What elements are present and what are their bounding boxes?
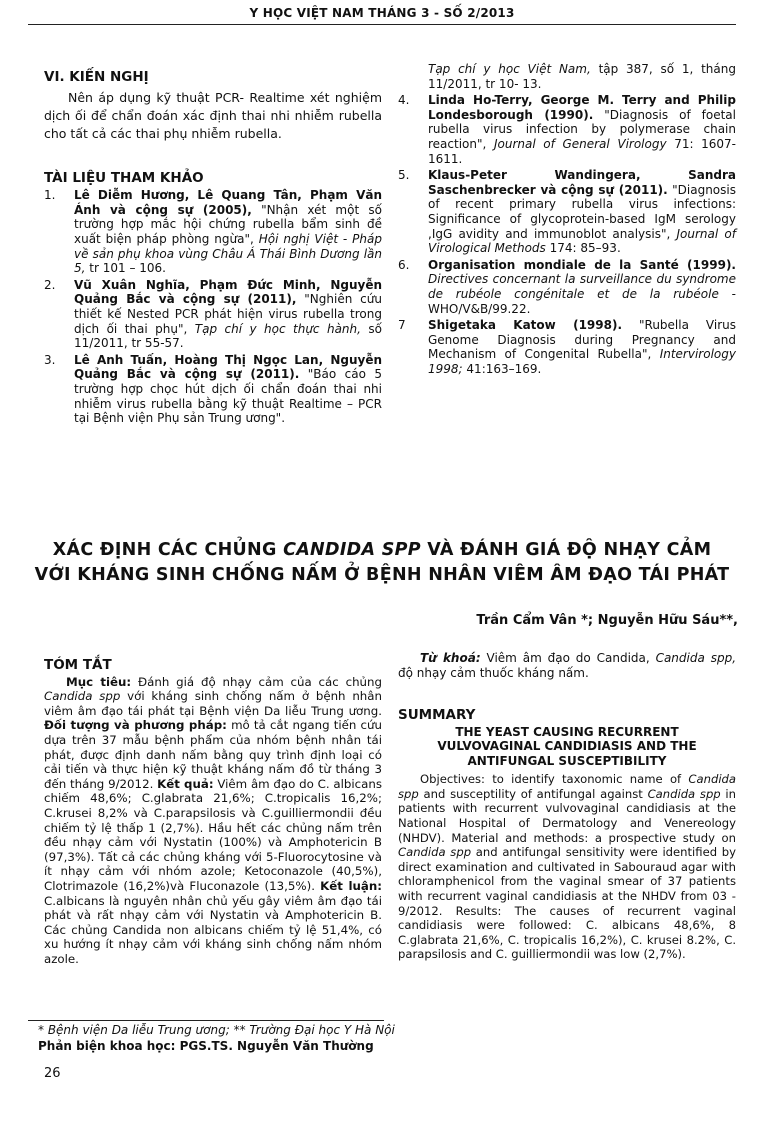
reference-item — [398, 168, 736, 256]
abstract-text — [44, 675, 382, 967]
references-heading: TÀI LIỆU THAM KHẢO — [44, 169, 204, 186]
abstract-heading: TÓM TẮT — [44, 657, 112, 673]
reference-item — [398, 93, 736, 166]
objective-italic: Candida spp — [44, 689, 121, 704]
reference-title: "Diagnosis of recent primary rubella virus infections: Significance of glycoprotein-based IgM serology ,IgG avidity and immunoblot analysis", — [428, 182, 736, 241]
keywords-italic: Candida spp, — [655, 651, 737, 665]
summary-heading: SUMMARY — [398, 707, 476, 724]
abstract-vn — [44, 658, 382, 966]
reference-source: Tạp chí y học Việt Nam, — [428, 62, 591, 76]
article-authors: Trần Cẩm Vân *; Nguyễn Hữu Sáu**, — [476, 613, 738, 628]
footnotes — [38, 1022, 718, 1054]
reference-source: Hội nghị Việt - Pháp về sản phụ khoa vùng Châu Á Thái Bình Dương lần 5, — [74, 231, 382, 276]
keywords-text: độ nhạy cảm thuốc kháng nấm. — [398, 665, 589, 680]
reference-pages: 71: 1607-1611. — [428, 136, 736, 166]
reference-number: 6. — [398, 257, 410, 272]
method-text: mô tả cắt ngang tiến cứu dựa trên 37 mẫu bệnh phẩm của nhóm bệnh nhân tái phát, được định danh nấm bằng quy trình định loại có cải tiến và thực hiện kỹ thuật kháng nấm đồ từ tháng 3 đến tháng 9/2012. — [44, 718, 382, 791]
conclusion-text: C.albicans là nguyên nhân chủ yếu gây viêm âm đạo tái phát và rất nhạy cảm với Nystatin và Amphotericin B. Các chủng Candida non albicans chiếm tỷ lệ 51,4%, có xu hướng ít nhạy cảm với kháng sinh chống nấm nhóm azole. — [44, 893, 382, 966]
reference-authors: Vũ Xuân Nghĩa, Phạm Đức Minh, Nguyễn Quảng Bắc và cộng sự (2011), — [74, 277, 382, 307]
reference-title: "Báo cáo 5 trường hợp chọc hút dịch ối chẩn đoán thai nhi nhiễm virus rubella bằng kỹ thuật Realtime – PCR tại Bệnh viện Phụ sản Trung ương". — [74, 367, 382, 426]
summary-italic: Candida spp — [398, 772, 737, 801]
recommendation-heading: VI. KIẾN NGHỊ — [44, 69, 149, 85]
article-title — [0, 538, 764, 588]
footnote-affiliations: * Bệnh viện Da liễu Trung ương; ** Trường Đại học Y Hà Nội — [38, 1023, 395, 1037]
left-column-top — [44, 70, 382, 428]
keywords-text: Viêm âm đạo do Candida, — [486, 651, 650, 665]
summary-text-part: and susceptility of antifungal against — [423, 786, 643, 801]
reference-item-continued — [398, 62, 736, 91]
footnote-reviewer: Phản biện khoa học: PGS.TS. Nguyễn Văn Thường — [38, 1039, 374, 1053]
reference-authors: Klaus-Peter Wandingera, Sandra Saschenbrecker và cộng sự (2011). — [428, 168, 736, 197]
article-title-line-2: VỚI KHÁNG SINH CHỐNG NẤM Ở BỆNH NHÂN VIÊM ÂM ĐẠO TÁI PHÁT — [34, 565, 730, 585]
reference-pages: tập 387, số 1, tháng 11/2011, tr 10- 13. — [428, 62, 736, 91]
result-text: Viêm âm đạo do C. albicans chiếm 48,6%; C.glabrata 21,6%; C.tropicalis 16,2%; C.krusei 8,2% và C.parapsilosis và C.guilliermondii đều chiếm tỷ lệ thấp 1 (2,7%). Hầu hết các chủng nấm trên đều nhạy cảm với Nystatin (100%) và Amphotericin B (97,3%). Tất cả các chủng kháng với 5-Fluorocytosine và ít nhạy cảm với nhóm azole; Ketoconazole (40,5%), Clotrimazole (16,2%)và Fluconazole (13,5%). — [44, 776, 382, 893]
reference-source: Directives concernant la surveillance du syndrome de rubéole congénitale et de la rubéole — [428, 272, 736, 301]
reference-number: 4. — [398, 93, 410, 108]
reference-item — [398, 318, 736, 376]
title-text: XÁC ĐỊNH CÁC CHỦNG — [52, 540, 277, 560]
reference-number: 5. — [398, 168, 410, 183]
summary-italic: Candida spp — [647, 786, 721, 801]
summary-title: THE YEAST CAUSING RECURRENT VULVOVAGINAL CANDIDIASIS AND THE ANTIFUNGAL SUSCEPTIBILITY — [437, 724, 697, 768]
reference-title: "Nghiên cứu thiết kế Nested PCR phát hiện virus rubella trong dịch ối thai phụ", — [74, 292, 382, 336]
page-number: 26 — [44, 1066, 61, 1081]
title-italic: CANDIDA SPP — [283, 540, 421, 560]
footnote-rule — [28, 1020, 384, 1021]
title-text: VÀ ĐÁNH GIÁ ĐỘ NHẠY CẢM — [427, 540, 712, 560]
method-label: Đối tượng và phương pháp: — [44, 718, 227, 733]
reference-pages: 41:163–169. — [466, 361, 542, 376]
reference-pages: tr 101 – 106. — [89, 261, 166, 276]
summary-text-part: in patients with recurrent vulvovaginal candidiasis at the National Hospital of Dermatology and Venereology (NHDV). Material and methods: a prospective study on — [398, 786, 736, 845]
running-header: Y HỌC VIỆT NAM THÁNG 3 - SỐ 2/2013 — [249, 6, 515, 20]
objective-text: Đánh giá độ nhạy cảm của các chủng — [137, 674, 382, 689]
reference-item — [44, 278, 382, 351]
summary-text-part: and antifungal sensitivity were identified by direct examination and cultivated in Sabouraud agar with chloramphenicol from the vaginal smear of 37 patients with recurrent vaginal candidiasis at the NHDV from 03 - 9/2012. Results: The causes of recurrent vaginal candidiasis were followed: C. albicans 48,6%, 8 C.glabrata 21,6%, C. tropicalis 16,2%), C. krusei 8.2%, C. parapsilosis and C. guilliermondii was low (2,7%). — [398, 845, 737, 962]
reference-number: 2. — [44, 277, 56, 292]
reference-source: Tạp chí y học thực hành, — [194, 321, 361, 336]
reference-item — [44, 188, 382, 276]
reference-item — [44, 353, 382, 426]
reference-pages: - WHO/V&B/99.22. — [428, 286, 736, 316]
reference-pages: số 11/2011, tr 55-57. — [74, 321, 382, 351]
reference-title: "Diagnosis of foetal rubella virus infection by polymerase chain reaction", — [428, 107, 736, 151]
reference-title: "Nhận xét một số trường hợp mắc hội chứng rubella bẩm sinh đề xuất biện pháp phòng ngừa", — [74, 202, 382, 246]
header-rule — [28, 24, 736, 25]
summary-italic: Candida spp — [398, 845, 472, 860]
reference-authors: Organisation mondiale de la Santé (1999). — [428, 257, 736, 272]
reference-source: Journal of General Virology — [493, 136, 667, 151]
reference-authors: Linda Ho-Terry, George M. Terry and Philip Londesborough (1990). — [428, 93, 736, 122]
reference-title: "Rubella Virus Genome Diagnosis during Pregnancy and Mechanism of Congenital Rubella", — [428, 318, 736, 362]
objective-text: với kháng sinh chống nấm ở bệnh nhân viêm âm đạo tái phát tại Bệnh viện Da liễu Trung ương. — [44, 689, 382, 718]
objective-label: Mục tiêu: — [66, 674, 132, 689]
reference-number: 7 — [398, 318, 406, 333]
summary-text-part: Objectives: to identify taxonomic name of — [420, 772, 682, 787]
reference-pages: 174: 85–93. — [549, 241, 621, 256]
result-label: Kết quả: — [157, 776, 214, 791]
reference-authors: Lê Diễm Hương, Lê Quang Tân, Phạm Văn Ánh và cộng sự (2005), — [74, 188, 382, 217]
keywords — [398, 651, 736, 680]
reference-source: Intervirology 1998; — [428, 347, 736, 376]
reference-number: 1. — [44, 188, 56, 203]
reference-source: Journal of Virological Methods — [428, 226, 736, 256]
reference-authors: Shigetaka Katow (1998). — [428, 318, 623, 333]
reference-authors: Lê Anh Tuấn, Hoàng Thị Ngọc Lan, Nguyễn Quảng Bắc và cộng sự (2011). — [74, 352, 382, 382]
article-title-line-1 — [0, 538, 764, 563]
right-column-bottom — [398, 651, 736, 962]
conclusion-label: Kết luận: — [320, 878, 383, 893]
recommendation-text: Nên áp dụng kỹ thuật PCR- Realtime xét nghiệm dịch ối để chẩn đoán xác định thai nhi nhiễm rubella cho tất cả các thai phụ nhiễm rubella. — [44, 89, 382, 141]
reference-item — [398, 258, 736, 316]
reference-number: 3. — [44, 352, 56, 367]
right-column-top — [398, 62, 736, 378]
summary-text — [398, 772, 736, 962]
keywords-label: Từ khoá: — [420, 651, 481, 665]
